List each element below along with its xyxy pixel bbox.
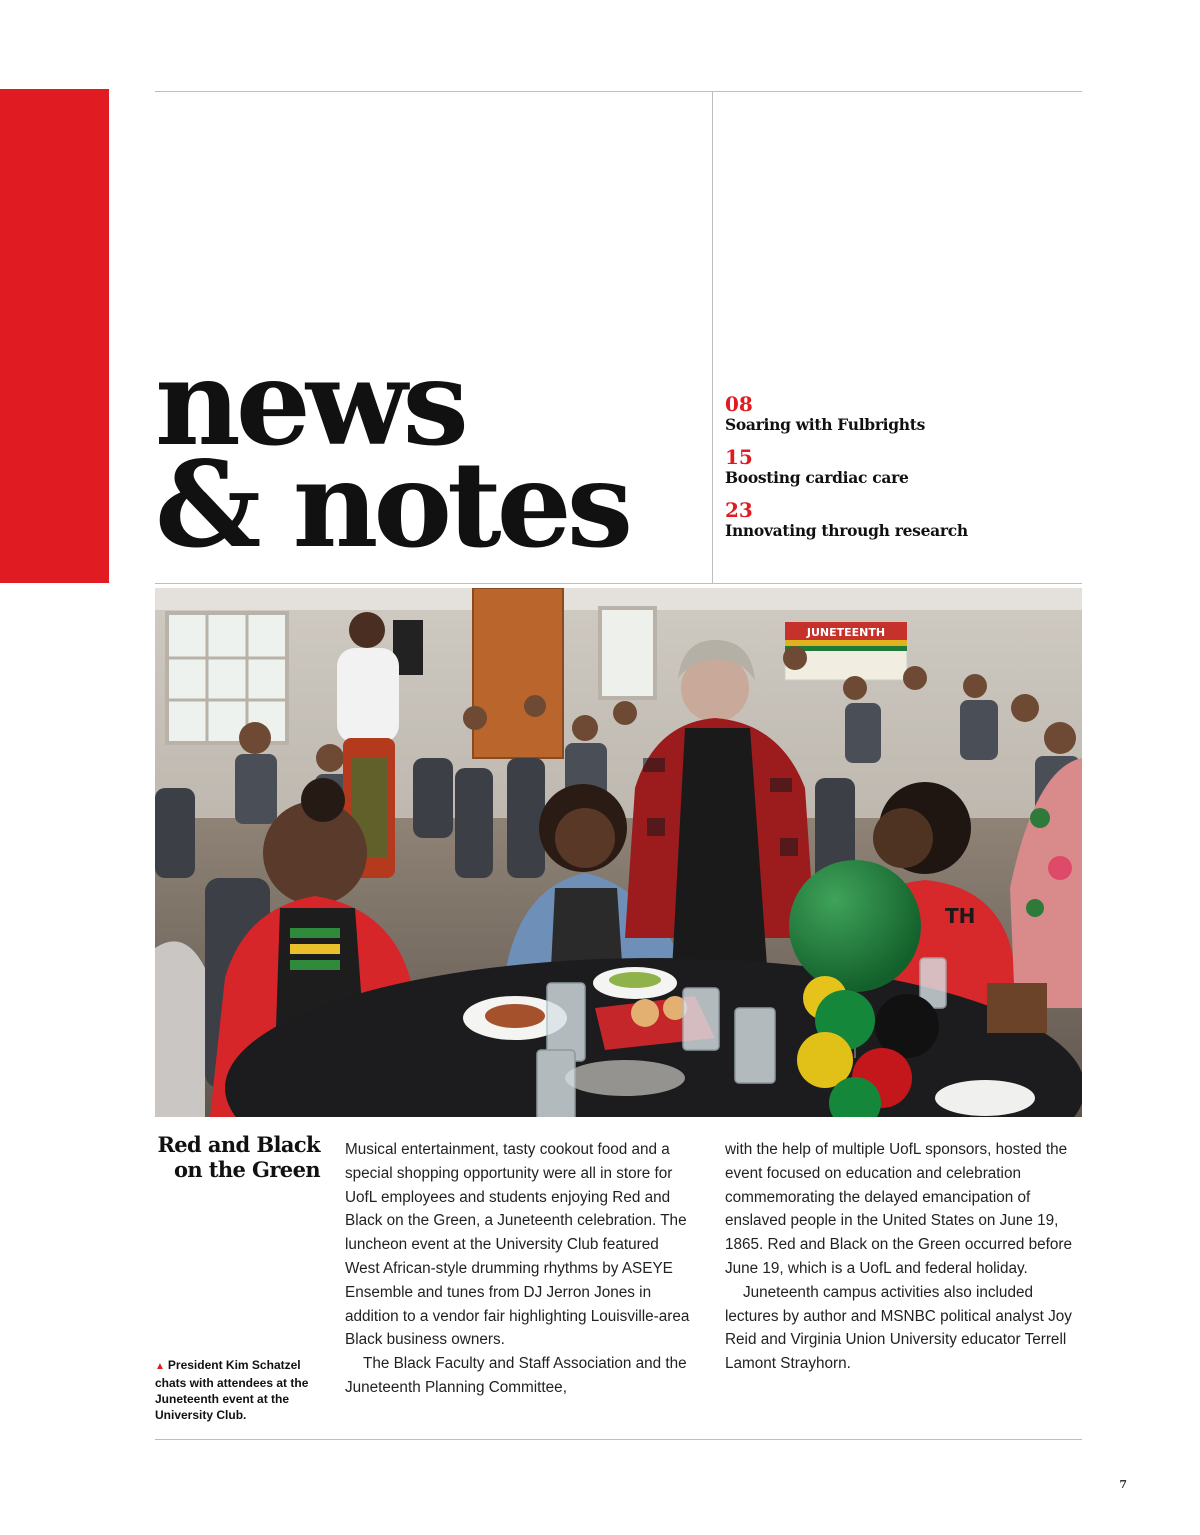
- caption-text: President Kim Schatzel chats with attendees at the Juneteenth event at the University Club.: [155, 1358, 309, 1422]
- header-column-divider: [712, 91, 713, 583]
- toc-item[interactable]: [725, 446, 1065, 487]
- toc-title: Innovating through research: [725, 521, 968, 540]
- page-number: 7: [1119, 1478, 1127, 1491]
- bottom-rule: [155, 1439, 1082, 1440]
- headline-line-1: news: [155, 333, 464, 472]
- photo-caption: [155, 1357, 323, 1423]
- triangle-up-icon: ▲: [155, 1361, 165, 1372]
- toc-title: Boosting cardiac care: [725, 468, 909, 487]
- top-rule: [155, 91, 1082, 92]
- story-title: Red and Black on the Green: [157, 1132, 320, 1182]
- red-accent-bar: [0, 89, 109, 583]
- body-paragraph: Musical entertainment, tasty cookout food and a special shopping opportunity were all in store for UofL employees and students enjoying Red and Black on the Green, a Juneteenth celebration. The luncheon event at the University Club featured West African-style drumming rhythms by ASEYE Ensemble and tunes from DJ Jerron Jones in addition to a vendor fair highlighting Louisville-area Black business owners.: [345, 1141, 690, 1349]
- toc-page-number: 15: [725, 445, 753, 469]
- toc-title: Soaring with Fulbrights: [725, 415, 926, 434]
- header-bottom-rule: [155, 583, 1082, 584]
- shirt-text: TH: [945, 904, 976, 928]
- body-column-2: [725, 1138, 1077, 1376]
- headline-line-2: & notes: [155, 435, 629, 574]
- table-of-contents: [725, 393, 1065, 552]
- banner-text: JUNETEENTH: [806, 626, 886, 639]
- toc-item[interactable]: [725, 393, 1065, 434]
- body-paragraph: with the help of multiple UofL sponsors, hosted the event focused on education and celebration commemorating the delayed emancipation of enslaved people in the United States on June 19, 1865. Red and Black on the Green occurred before June 19, which is a UofL and federal holiday.: [725, 1141, 1072, 1277]
- toc-page-number: 08: [725, 392, 753, 416]
- body-paragraph: The Black Faculty and Staff Association and the Juneteenth Planning Committee,: [345, 1355, 687, 1396]
- toc-item[interactable]: [725, 499, 1065, 540]
- section-headline: [155, 333, 629, 574]
- body-column-1: [345, 1138, 697, 1400]
- event-photo: [155, 588, 1082, 1117]
- toc-page-number: 23: [725, 498, 753, 522]
- body-paragraph: Juneteenth campus activities also included lectures by author and MSNBC political analyst Joy Reid and Virginia Union University educator Terrell Lamont Strayhorn.: [725, 1283, 1072, 1373]
